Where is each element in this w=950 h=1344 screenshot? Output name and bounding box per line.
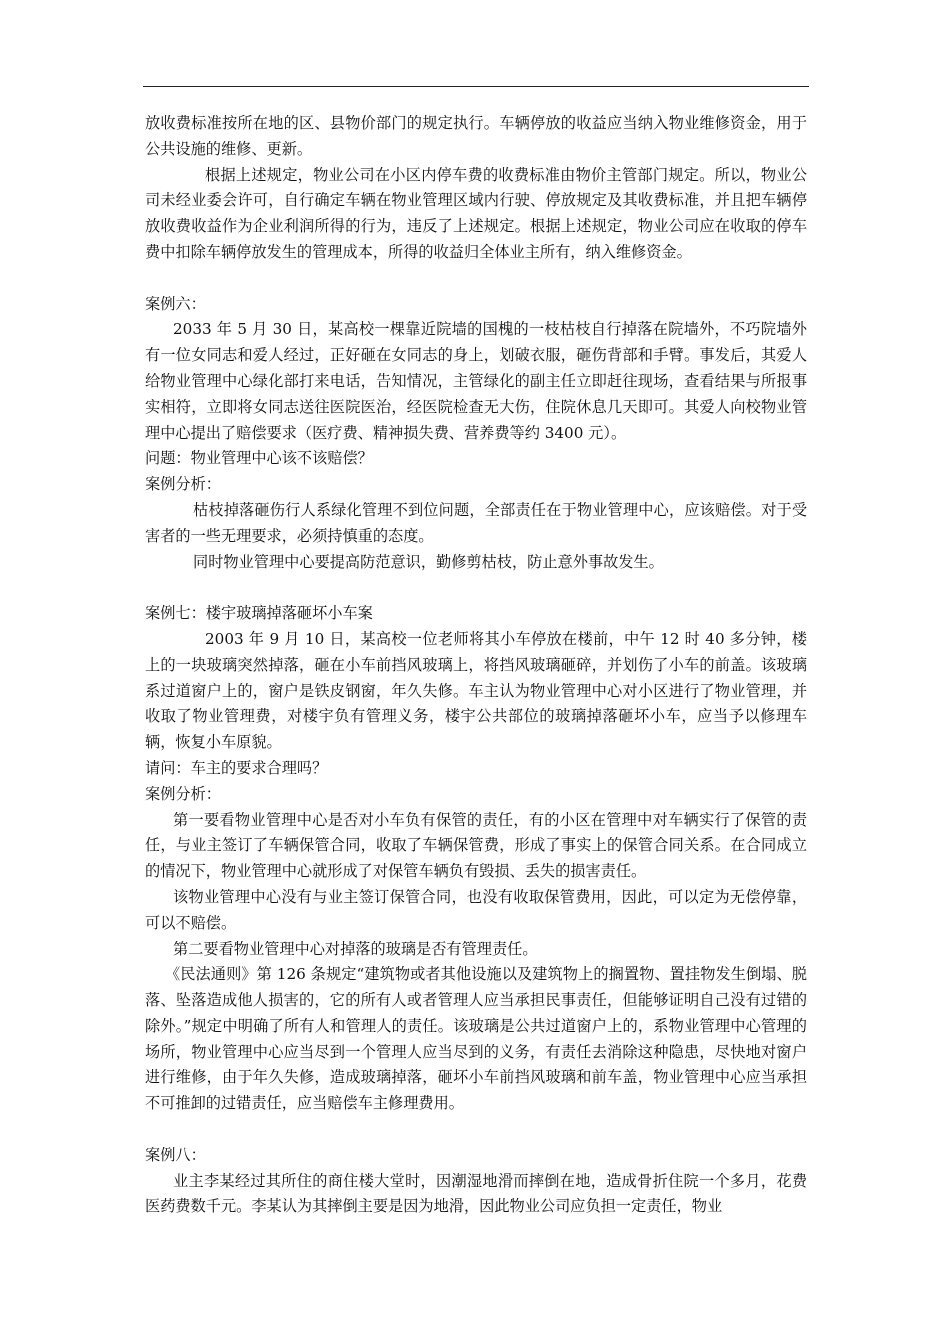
paragraph: 放收费标准按所在地的区、县物价部门的规定执行。车辆停放的收益应当纳入物业维修资金，用于公共设施的维修、更新。: [145, 114, 807, 158]
case-analysis: 第一要看物业管理中心是否对小车负有保管的责任，有的小区在管理中对车辆实行了保管的责任，与业主签订了车辆保管合同，收取了车辆保管费，形成了事实上的保管合同关系。在合同成立的情况下，物业管理中心就形成了对保管车辆负有毁损、丢失的损害责任。: [145, 810, 807, 881]
case-body: 业主李某经过其所住的商住楼大堂时，因潮湿地滑而摔倒在地，造成骨折住院一个多月，花费医药费数千元。李某认为其摔倒主要是因为地滑，因此物业公司应负担一定责任，物业: [145, 1171, 807, 1216]
case-question: 请问：车主的要求合理吗？: [145, 758, 328, 777]
case-heading: 案例八：: [145, 1145, 206, 1164]
document-body: [145, 111, 807, 1220]
case-analysis: 第二要看物业管理中心对掉落的玻璃是否有管理责任。: [173, 939, 538, 958]
case-analysis-label: 案例分析：: [145, 784, 221, 803]
case-analysis: 枯枝掉落砸伤行人系绿化管理不到位问题，全部责任在于物业管理中心，应该赔偿。对于受害者的一些无理要求，必须持慎重的态度。: [145, 500, 807, 545]
spacer: [145, 266, 807, 292]
header-rule: [143, 86, 809, 87]
case-heading: 案例六：: [145, 294, 206, 313]
case-analysis: 《民法通则》第 126 条规定“建筑物或者其他设施以及建筑物上的搁置物、置挂物发生倒塌、脱落、坠落造成他人损害的，它的所有人或者管理人应当承担民事责任，但能够证明自己没有过错的除外。”规定中明确了所有人和管理人的责任。该玻璃是公共过道窗户上的，系物业管理中心管理的场所，物业管理中心应当尽到一个管理人应当尽到的义务，有责任去消除这种隐患，尽快地对窗户进行维修，由于年久失修，造成玻璃掉落，砸坏小车前挡风玻璃和前车盖，物业管理中心应当承担不可推卸的过错责任，应当赔偿车主修理费用。: [145, 965, 807, 1113]
spacer: [145, 1117, 807, 1143]
paragraph: 根据上述规定，物业公司在小区内停车费的收费标准由物价主管部门规定。所以，物业公司未经业委会许可，自行确定车辆在物业管理区域内行驶、停放规定及其收费标准，并且把车辆停放收费收益作为企业利润所得的行为，违反了上述规定。根据上述规定，物业公司应在收取的停车费中扣除车辆停放发生的管理成本，所得的收益归全体业主所有，纳入维修资金。: [145, 165, 807, 261]
case-analysis: 同时物业管理中心要提高防范意识，勤修剪枯枝，防止意外事故发生。: [193, 552, 664, 571]
case-analysis-label: 案例分析：: [145, 475, 221, 494]
case-body: 2003 年 9 月 10 日，某高校一位老师将其小车停放在楼前，中午 12 时 40 多分钟，楼上的一块玻璃突然掉落，砸在小车前挡风玻璃上，将挡风玻璃砸碎，并划伤了小车的前盖。该玻璃系过道窗户上的，窗户是铁皮钢窗，年久失修。车主认为物业管理中心对小区进行了物业管理，并收取了物业管理费，对楼宇负有管理义务，楼宇公共部位的玻璃掉落砸坏小车，应当予以修理车辆，恢复小车原貌。: [145, 629, 807, 752]
case-question: 问题：物业管理中心该不该赔偿？: [145, 449, 373, 468]
case-heading: 案例七：楼宇玻璃掉落砸坏小车案: [145, 604, 373, 623]
case-analysis: 该物业管理中心没有与业主签订保管合同，也没有收取保管费用，因此，可以定为无偿停靠，可以不赔偿。: [145, 887, 807, 932]
case-body: 2033 年 5 月 30 日，某高校一棵靠近院墙的国槐的一枝枯枝自行掉落在院墙外，不巧院墙外有一位女同志和爱人经过，正好砸在女同志的身上，划破衣服，砸伤背部和手臂。事发后，其爱人给物业管理中心绿化部打来电话，告知情况，主管绿化的副主任立即赶往现场，查看结果与所报事实相符，立即将女同志送往医院医治，经医院检查无大伤，住院休息几天即可。其爱人向校物业管理中心提出了赔偿要求（医疗费、精神损失费、营养费等约 3400 元）。: [145, 320, 807, 442]
spacer: [145, 575, 807, 601]
